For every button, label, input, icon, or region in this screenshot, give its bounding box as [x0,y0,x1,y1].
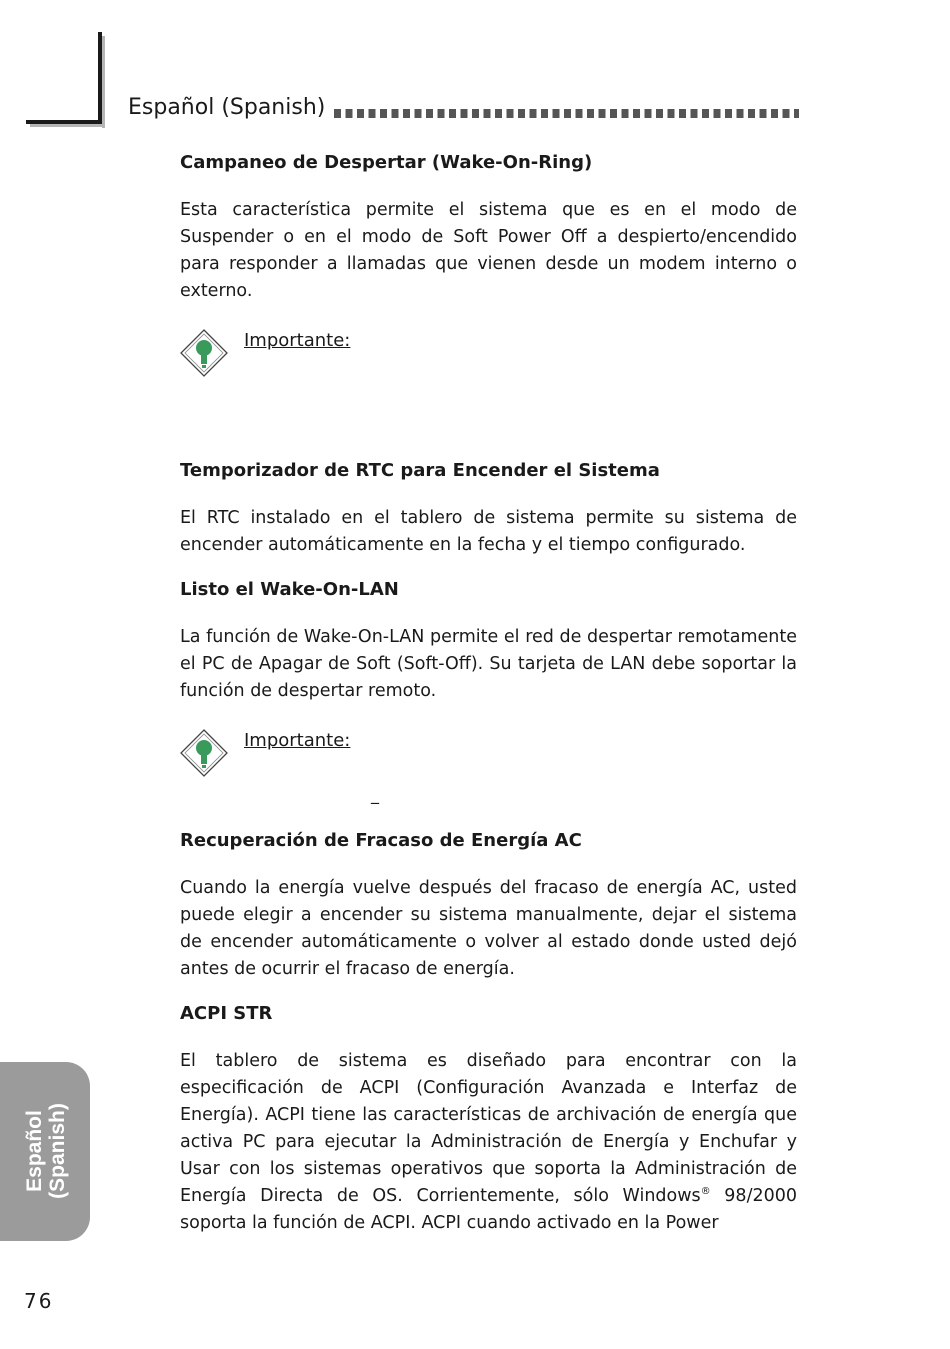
section-heading-rtc: Temporizador de RTC para Encender el Sistema [180,460,660,481]
header-dotted-rule [334,109,799,118]
section-body-wake-on-ring: Esta característica permite el sistema que es en el modo de Suspender o en el modo de Soft Power Off a despierto/encendido para responder a llamadas que vienen desde un modem interno o externo. [180,200,797,301]
corner-mark-shadow [102,36,105,128]
section-heading-wake-on-lan: Listo el Wake-On-LAN [180,579,399,600]
acpi-text-part1: El tablero de sistema es diseñado para encontrar con la especificación de ACPI (Configuración Avanzada e Interfaz de Energía). ACPI tiene las características de archivación de energía que activa PC para ejecutar la Administración de Energía y Enchufar y Usar con los sistemas operativos que soporta la Administración de Energía Directa de OS. Corrientemente, sólo Windows [180,1051,797,1206]
section-heading-ac-power: Recuperación de Fracaso de Energía AC [180,830,582,851]
important-label: Importante: [244,730,351,751]
main-content [180,150,797,1237]
corner-mark-vertical [98,32,102,124]
section-body-ac-power: Cuando la energía vuelve después del fracaso de energía AC, usted puede elegir a encender su sistema manualmente, dejar el sistema de encender automáticamente o volver al estado donde usted dejó antes de ocurrir el fracaso de energía. [180,878,797,979]
corner-mark-horizontal [26,120,102,124]
side-tab-line2: (Spanish) [46,1103,70,1199]
important-note-2 [180,728,797,804]
page-number: 76 [24,1289,54,1313]
section-body-acpi [180,1048,797,1237]
important-note-1 [180,328,797,388]
corner-mark-shadow-horizontal [30,124,105,127]
registered-mark: ® [700,1186,711,1198]
language-side-tab-label [14,1092,78,1210]
section-heading-wake-on-ring: Campaneo de Despertar (Wake-On-Ring) [180,152,593,173]
lightbulb-diamond-icon [180,328,230,378]
section-body-wake-on-lan: La función de Wake-On-LAN permite el red de despertar remotamente el PC de Apagar de Soft (Soft-Off). Su tarjeta de LAN debe soportar la función de despertar remoto. [180,627,797,701]
page-header-title: Español (Spanish) [128,95,326,120]
acpi-text-part2: 98/2000 soporta la función de ACPI. ACPI cuando activado en la Power [180,1186,797,1233]
lightbulb-diamond-icon [180,728,230,778]
note-dash: _ [371,785,379,804]
important-label: Importante: [244,330,351,351]
section-heading-acpi: ACPI STR [180,1003,273,1024]
section-body-rtc: El RTC instalado en el tablero de sistema permite su sistema de encender automáticamente en la fecha y el tiempo configurado. [180,508,797,555]
side-tab-line1: Español [23,1110,47,1192]
